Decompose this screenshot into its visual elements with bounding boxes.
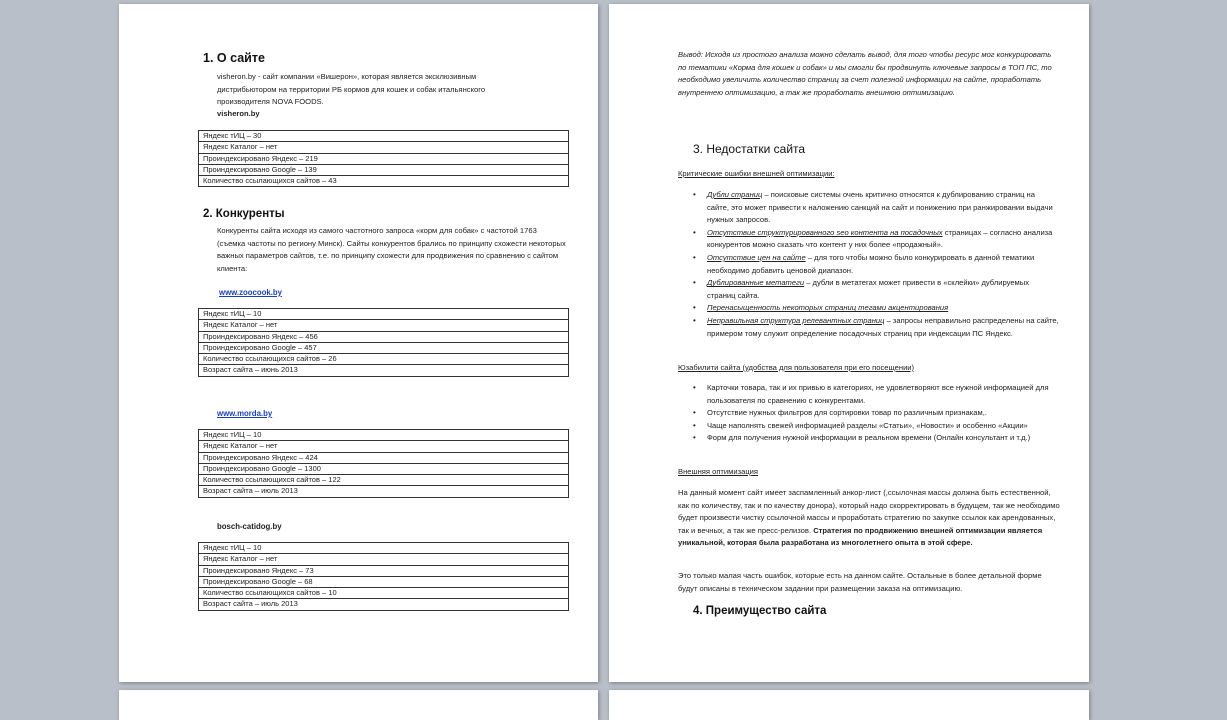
list-item: • Перенасыщенность некоторых страниц тегами акцентирования <box>707 302 1059 315</box>
table-row <box>199 142 569 153</box>
list-item: • Чаще наполнять свежей информацией разделы «Статьи», «Новости» и особенно «Акции» <box>707 420 1059 433</box>
table-row <box>199 452 569 463</box>
table-cell: Яндекс Каталог – нет <box>199 441 569 452</box>
table-cell: Яндекс тИЦ – 30 <box>199 131 569 142</box>
table-cell: Проиндексировано Google – 139 <box>199 164 569 175</box>
table-row <box>199 320 569 331</box>
table-row <box>199 131 569 142</box>
competitor-2-link[interactable]: www.morda.by <box>217 409 273 418</box>
table-row <box>199 354 569 365</box>
table-row <box>199 176 569 187</box>
usability-heading: Юзабилити сайта (удобства для пользователя при его посещении) <box>678 363 915 372</box>
table-cell: Яндекс тИЦ – 10 <box>199 309 569 320</box>
table-row <box>199 331 569 342</box>
table-row <box>199 153 569 164</box>
table-cell: Количество ссылающихся сайтов – 10 <box>199 588 569 599</box>
table-cell: Возраст сайта – июль 2013 <box>199 599 569 610</box>
list-item: • Неправильная структура релевантных страниц – запросы неправильно распределены на сайте, примером тому служит определение посадочных страниц при индексации ПС Яндекс. <box>707 315 1059 340</box>
competitor-3-table <box>198 542 569 611</box>
section-2-text: Конкуренты сайта исходя из самого частотного запроса «корм для собак» с частотой 1763 (съемка частоты по региону Минск). Сайты конкурентов брались по принципу схожести некоторых важных параметров сайтов, т.е. по принципу схожести для продвижения по сравнению с сайтом клиента: <box>217 226 566 273</box>
client-stats-table <box>198 130 569 187</box>
table-cell: Количество ссылающихся сайтов – 43 <box>199 176 569 187</box>
list-item: • Форм для получения нужной информации в реальном времени (Онлайн консультант и т.д.) <box>707 432 1059 445</box>
table-row <box>199 430 569 441</box>
table-cell: Проиндексировано Яндекс – 424 <box>199 452 569 463</box>
table-row <box>199 565 569 576</box>
table-row <box>199 441 569 452</box>
table-row <box>199 309 569 320</box>
external-optimization-heading: Внешняя оптимизация <box>678 467 759 476</box>
table-row <box>199 554 569 565</box>
document-page-1 <box>119 4 598 682</box>
table-cell: Яндекс тИЦ – 10 <box>199 543 569 554</box>
section-4-heading: 4. Преимущество сайта <box>693 605 827 617</box>
table-cell: Проиндексировано Яндекс – 73 <box>199 565 569 576</box>
list-item: • Карточки товара, так и их привью в категориях, не удовлетворяют все нужной информацией для пользователя по сравнению с конкурентами. <box>707 382 1059 407</box>
table-cell: Возраст сайта – июль 2013 <box>199 486 569 497</box>
table-cell: Проиндексировано Google – 457 <box>199 342 569 353</box>
table-cell: Яндекс Каталог – нет <box>199 142 569 153</box>
table-row <box>199 365 569 376</box>
table-cell: Количество ссылающихся сайтов – 122 <box>199 475 569 486</box>
table-row <box>199 463 569 474</box>
document-page-3 <box>119 690 598 720</box>
document-page-4 <box>609 690 1089 720</box>
table-row <box>199 486 569 497</box>
conclusion-text: Вывод: Исходя из простого анализа можно сделать вывод, для того чтобы ресурс мог конкурировать по тематики «Корма для кошек и собак» и мы смогли бы продвинуть ключевые запросы в ТОП ПС, то необходимо увеличить количество страниц за счет полезной информации на сайте, проработать внутреннею оптимизацию, а так же проработать внешнюю оптимизацию. <box>678 50 1052 97</box>
table-cell: Яндекс Каталог – нет <box>199 554 569 565</box>
table-cell: Яндекс тИЦ – 10 <box>199 430 569 441</box>
table-row <box>199 342 569 353</box>
table-row <box>199 576 569 587</box>
table-row <box>199 164 569 175</box>
list-item: • Отсутствие цен на сайте – для того чтобы можно было конкурировать в данной тематики необходимо добавить ценовой диапазон. <box>707 252 1059 277</box>
list-item: • Отсутствие структурированного seo контента на посадочных страницах – согласно анализа конкурентов можно сказать что контент у них более «продажный». <box>707 227 1059 252</box>
external-optimization-text: На данный момент сайт имеет заспамленный анкор-лист (,ссылочная массы должна быть естественной, как по количеству, так и по качеству донора), который надо скорректировать в будущем, так же необходимо будет произвести чистку ссылочной массы и проработать стратегию по закупке ссылок как арендованных, так и вечных, а так же пресс-релизов. Стратегия по продвижению внешней оптимизации является уникальной, которая была разработана из многолетнего опыта в этой сфере. <box>678 488 1060 548</box>
closing-text: Это только малая часть ошибок, которые есть на данном сайте. Остальные в более детальной форме будут описаны в техническом задании при размещении заказа на оптимизацию. <box>678 571 1042 593</box>
critical-errors-list <box>707 189 1059 340</box>
table-cell: Возраст сайта – июнь 2013 <box>199 365 569 376</box>
competitor-1-table <box>198 308 569 377</box>
document-page-2 <box>609 4 1089 682</box>
competitor-3-name: bosch-catidog.by <box>217 522 282 531</box>
table-row <box>199 475 569 486</box>
table-row <box>199 599 569 610</box>
competitor-1-link[interactable]: www.zoocook.by <box>219 288 282 297</box>
table-cell: Проиндексировано Яндекс – 219 <box>199 153 569 164</box>
table-row <box>199 588 569 599</box>
competitor-2-table <box>198 429 569 498</box>
table-cell: Яндекс Каталог – нет <box>199 320 569 331</box>
table-cell: Проиндексировано Google – 1300 <box>199 463 569 474</box>
usability-list <box>707 382 1059 445</box>
table-row <box>199 543 569 554</box>
section-1-intro: visheron.by - сайт компании «Вишерон», которая является эксклюзивным дистрибьютором на территории РБ кормов для кошек и собак итальянского производителя NOVA FOODS. <box>217 72 486 107</box>
table-cell: Проиндексировано Google – 68 <box>199 576 569 587</box>
section-3-heading: 3. Недостатки сайта <box>693 142 806 156</box>
list-item: • Дубли страниц – поисковые системы очень критично относятся к дублированию страниц на сайте, это может привести к наложению санкций на сайт и понижению при ранжировании выдачи нужных запросов. <box>707 189 1059 227</box>
table-cell: Проиндексировано Яндекс – 456 <box>199 331 569 342</box>
section-1-heading: 1. О сайте <box>203 51 265 65</box>
critical-errors-heading: Критические ошибки внешней оптимизации: <box>678 169 835 178</box>
section-2-heading: 2. Конкуренты <box>203 208 285 220</box>
list-item: • Дублированные метатеги – дубли в метатегах может привести в «склейки» дублируемых страниц сайта. <box>707 277 1059 302</box>
table-cell: Количество ссылающихся сайтов – 26 <box>199 354 569 365</box>
list-item: • Отсутствие нужных фильтров для сортировки товар по различным признакам,. <box>707 407 1059 420</box>
client-domain: visheron.by <box>217 109 260 118</box>
